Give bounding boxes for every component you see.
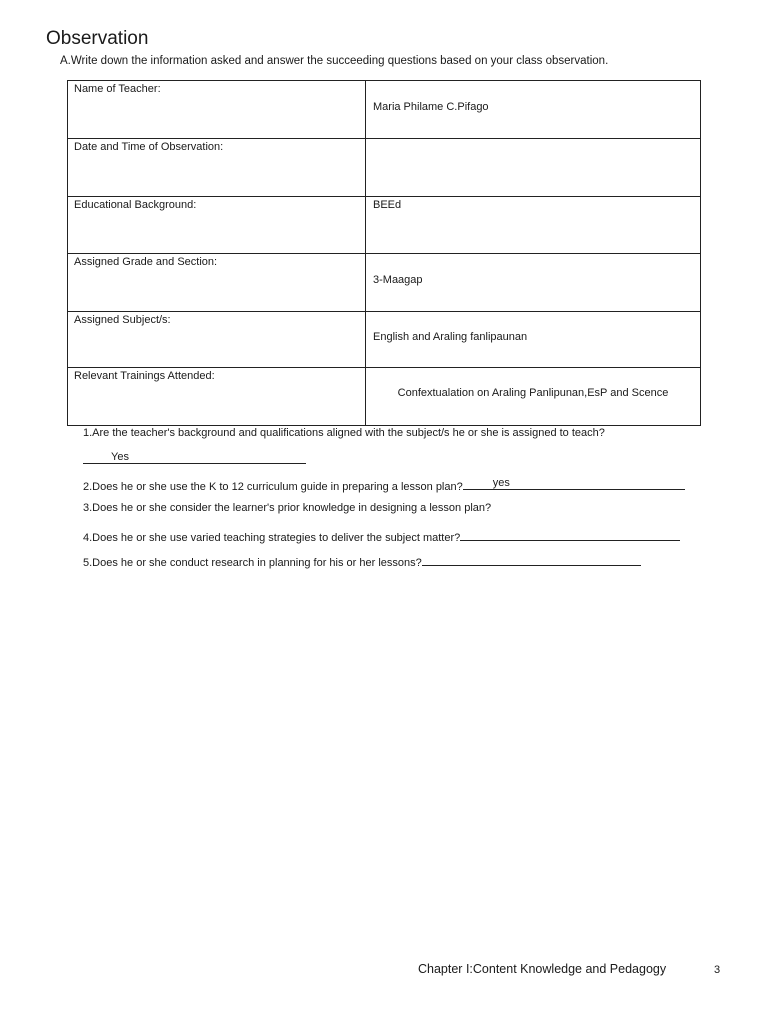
observation-info-table [67,80,701,426]
row-value-cell [366,368,701,426]
question-2 [83,477,685,493]
table-row [68,254,701,312]
answer-1-blank[interactable] [83,451,306,464]
table-row [68,312,701,368]
page-number: 3 [714,964,721,976]
answer-5-blank[interactable] [422,553,641,566]
row-label: Name of Teacher: [68,81,366,139]
question-5 [83,553,641,569]
row-label: Assigned Grade and Section: [68,254,366,312]
instruction-text: A.Write down the information asked and answer the succeeding questions based on your class observation. [60,55,609,67]
table-row [68,139,701,197]
answer-2-blank[interactable] [463,477,685,490]
question-3: 3.Does he or she consider the learner's prior knowledge in designing a lesson plan? [83,502,492,514]
row-value-cell [366,254,701,312]
row-value: 3-Maagap [373,274,423,286]
chapter-footer: Chapter I:Content Knowledge and Pedagogy [418,962,667,976]
row-value-cell [366,81,701,139]
row-label: Relevant Trainings Attended: [68,368,366,426]
table-row [68,197,701,254]
answer-2-text: yes [492,477,510,489]
row-value: BEEd [373,199,402,211]
row-value-cell [366,139,701,197]
question-5-text: 5.Does he or she conduct research in planning for his or her lessons? [83,557,422,569]
question-4 [83,528,680,544]
question-1: 1.Are the teacher's background and qualifications aligned with the subject/s he or she is assigned to teach? [83,427,605,439]
row-value: Maria Philame C.Pifago [373,101,489,113]
table-row [68,368,701,426]
row-value-cell [366,197,701,254]
table-row [68,81,701,139]
row-value: Confextualation on Araling Panlipunan,EsP and Scence [397,387,669,399]
row-value-cell [366,312,701,368]
answer-1-text: Yes [111,451,129,463]
question-4-text: 4.Does he or she use varied teaching strategies to deliver the subject matter? [83,532,461,544]
question-2-text: 2.Does he or she use the K to 12 curriculum guide in preparing a lesson plan? [83,481,463,493]
answer-4-blank[interactable] [460,528,680,541]
row-label: Date and Time of Observation: [68,139,366,197]
page-title: Observation [46,28,149,49]
row-label: Educational Background: [68,197,366,254]
row-label: Assigned Subject/s: [68,312,366,368]
row-value: English and Araling fanlipaunan [373,331,528,343]
answer-1-line[interactable] [83,451,306,467]
